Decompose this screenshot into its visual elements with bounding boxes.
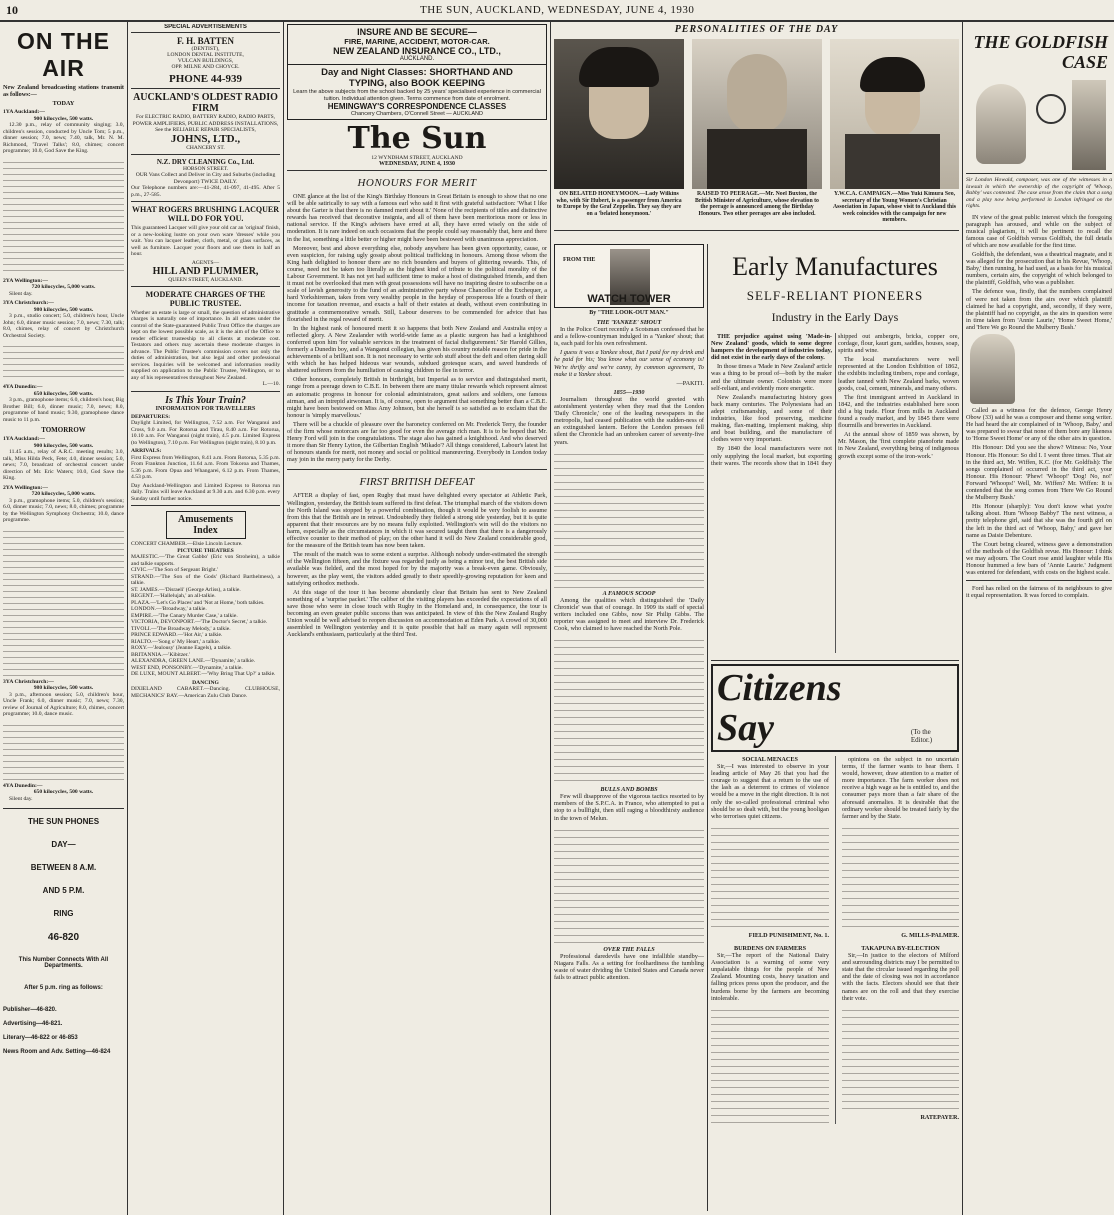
editorial-column xyxy=(287,24,547,1213)
manufactures-paragraph: THE prejudice against using 'Made-in-New Zealand' goods, which to some degree hampers the development of industries today, did not exist in the early days of the colony. xyxy=(711,333,832,362)
station-name: 1YA Auckland:— xyxy=(3,109,45,116)
amusements-list xyxy=(131,554,280,678)
amusements-index xyxy=(131,506,280,702)
phones-title: THE SUN PHONES xyxy=(27,817,100,827)
cartoon-figure xyxy=(1072,80,1106,170)
ads-column xyxy=(131,24,280,1213)
station-text: 3 p.m., afternoon session; 5.0, children's hour, Uncle Frank; 6.0, dinner music; 7.0, news; 7.30, review of Journal of Agriculture; 8.0, chimes, concert programme; 10.0, dance music. xyxy=(3,691,124,718)
insurance-company: NEW ZEALAND INSURANCE CO., LTD., xyxy=(333,46,501,56)
portrait-dress xyxy=(845,134,940,189)
manufactures-paragraph: By 1840 the local manufacturers were not only supplying the local market, but exporting their wares. The records show that in 1841 they shipped out ambergris, bricks, copper ore, cordage, flour, kauri gum, saddles, houses, soap, spirits and wine. xyxy=(711,333,959,467)
on-the-air-column xyxy=(3,28,124,1213)
special-ads-header: SPECIAL ADVERTISEMENTS xyxy=(131,24,280,33)
radio-addr: CHANCERY ST. xyxy=(186,145,225,151)
lacquer-addr: QUEEN STREET, AUCKLAND. xyxy=(168,276,243,283)
on-the-air-title: ON THE AIR xyxy=(17,28,110,81)
drycleaning-body: OUR Vans Collect and Deliver in City and Suburbs (including Devonport) TWICE DAILY. xyxy=(135,172,276,185)
shorthand-line1: Day and Night Classes: SHORTHAND AND xyxy=(321,67,513,78)
batten-inst: LONDON DENTAL INSTITUTE, xyxy=(167,52,244,58)
batten-ad xyxy=(131,33,280,89)
citizens-sub: (To the Editor.) xyxy=(910,728,933,744)
station-name: 4YA Dunedin:— xyxy=(3,384,43,391)
personalities-title: PERSONALITIES OF THE DAY xyxy=(674,24,839,35)
watch-tower-from: FROM THE xyxy=(563,257,596,263)
on-the-air-intro: New Zealand broadcasting stations transmit as follows:— xyxy=(3,84,124,99)
phone-line-newsroom: News Room and Adv. Setting—46-824 xyxy=(3,1049,111,1056)
masthead-rule xyxy=(0,20,1114,22)
witness-sketch xyxy=(970,334,1015,404)
amusement-line: BRITANNIA.—'Kibitzer.' xyxy=(131,651,190,658)
train-note: Day Auckland-Wellington and Limited Express to Rotorua run daily. Trains will leave Auckland at 9.30 a.m. and 6.30 p.m. every Sunday until further notice. xyxy=(131,482,280,502)
public-trustee-ad xyxy=(131,287,280,392)
manufactures-subtitle: SELF-RELIANT PIONEERS xyxy=(746,288,924,303)
watch-sign: —PAKITI. xyxy=(676,379,704,387)
phones-day: DAY— xyxy=(51,840,76,850)
station-name: 4YA Dunedin:— xyxy=(3,782,43,789)
radio-items: For ELECTRIC RADIO, BATTERY RADIO, RADIO PARTS, POWER AMPLIFIERS, PUBLIC ADDRESS INSTALLATIONS, xyxy=(132,114,279,127)
column-rule xyxy=(707,244,708,1211)
letter-filler xyxy=(711,822,829,932)
masthead-title: THE SUN, AUCKLAND, WEDNESDAY, JUNE 4, 1930 xyxy=(420,4,695,16)
trustee-body: Whether an estate is large or small, the question of administrative charges is naturally one of importance. In all estates under the control of the State-guaranteed Public Trust Office the charges are kept on the lowest possible scale, as it is the aim of the Office to render efficient trusteeship to all clients at moderate cost. Testators and others may ascertain these moderate charges in advance. The Public Trustee's commission covers not only the duties of administration, but also legal and other professional services. Inquiries will be welcomed and information readily supplied on application to the Public Trustee, Wellington, or to any of his representatives throughout New Zealand. xyxy=(131,309,280,381)
station-freq: 900 kilocycles, 500 watts. xyxy=(33,115,94,122)
manufactures-title: Early Manufactures xyxy=(732,252,938,281)
shorthand-addr: Chancery Chambers, O'Connell Street — AUCKLAND xyxy=(351,111,483,117)
watch-tower-body xyxy=(554,319,704,981)
station-freq: 900 kilocycles, 500 watts. xyxy=(33,442,94,449)
train-arrivals: First Express from Wellington, 8.41 a.m. From Rotorua, 5.35 p.m. From Frankton Junction, 11.64 a.m. From Tokoroa and Thames, 5.36 p.m. From Opua and Whangarei, 6.12 p.m. From Thames, 4.53 p.m. xyxy=(131,454,280,480)
phones-connects: This Number Connects With All Departments. xyxy=(18,957,109,970)
station-text: 12.30 p.m., relay of community singing; 3.0, children's session, conducted by Uncle Tom; 5 p.m., dinner session; 7.0, news; 7.40, talk, Mr. N. M. Richmond, 'Travel Talks'; 8.0, chimes; concert programme; 10.0, God Save the King. xyxy=(3,122,124,155)
goldfish-sketch xyxy=(966,334,1112,404)
phones-between: BETWEEN 8 A.M. xyxy=(30,863,97,873)
letter-sign: G. MILLS-PALMER. xyxy=(901,931,959,939)
station-text-filler xyxy=(3,341,124,381)
amusements-pictures: PICTURE THEATRES xyxy=(177,547,234,554)
watch-tower-by: By "THE LOOK-OUT MAN." xyxy=(589,310,669,316)
column-rule xyxy=(283,22,284,1215)
caption-wilkins: ON BELATED HONEYMOON.—Lady Wilkins who, with Sir Hubert, is a passenger from America to Europe by the Graf Zeppelin. They say they are on a 'belated honeymoon.' xyxy=(556,191,682,217)
insurance-ad xyxy=(287,24,547,65)
features-column xyxy=(554,24,959,1213)
lacquer-agents: AGENTS— xyxy=(191,259,220,266)
phones-and: AND 5 P.M. xyxy=(42,886,85,896)
watch-tower-column xyxy=(554,244,704,1211)
dancing-heading: DANCING xyxy=(192,679,219,686)
column-rule xyxy=(835,756,836,1124)
station-name: 2YA Wellington:— xyxy=(3,484,48,491)
defeat-paragraph: At this stage of the tour it has become abundantly clear that Britain has sent to New Zealand something of a 'surprise packet.' The caliber of the visiting players has exceeded the expectations of all save those who were in close touch with Rugby in the Homeland and, in consequence, the tour is becoming an even greater public success than was anticipated. In view of this the New Zealand Rugby Union would be well advised to reopen discussion on accommodation at Eden Park. A crowd of 30,000 assembled in Wellington yesterday and it is quite possible that half as many again will represent Auckland's enthusiasm, particularly at the third Test. xyxy=(287,588,547,639)
manufactures-body xyxy=(711,333,959,653)
defeat-paragraph: The result of the match was to some extent a surprise. Although nobody under-estimated the strength of the Wellington fifteen, and the fixture was regarded justly as being a minor test, the best British side available was fielded, and the most hoped for by the majority was a break-even game. Obviously, however, as the play went, the visitors added greatly to their speedily-growing reputation for keen and satisfying orthodox methods. xyxy=(287,551,547,587)
station-text: 11.45 a.m., relay of A.R.C. meeting results; 3.0, talk, Miss Hilda Peck, Fete; 4.0, dinner session; 5.0, news; 7.0, broadcast of orchestral concert under direction of Mr. Eric Waters; 10.0, God Save the King. xyxy=(3,449,124,482)
amusement-line: WEST END, PONSONBY.—'Dynamite,' a talkie. xyxy=(131,664,243,671)
radio-title: AUCKLAND'S OLDEST RADIO FIRM xyxy=(133,92,278,114)
watch-text2: Journalism throughout the world greeted with astonishment yesterday when they read that the London 'Daily Chronicle,' one of the leading newspapers in the metropolis, had ceased publication with the sudden-ness of an extinguished lantern. Before the London presses fell silent the Chronicle had an unbroken career of seventy-five years. xyxy=(554,395,704,446)
amusement-line: LONDON.—'Broadway,' a talkie. xyxy=(131,606,207,612)
sun-addr: 12 WYNDHAM STREET, AUCKLAND xyxy=(371,155,463,161)
honours-article xyxy=(287,193,547,463)
amusement-line: PRINCE EDWARD.—'Hot Air,' a talkie. xyxy=(131,632,223,638)
station-text: 3 p.m., gramophone items; 6.0, children's hour, Big Brother Bill; 6.0, dinner music; 7.0, news; 8.0, programme of band music; 9.30, gramophone dance music to 11 p.m. xyxy=(3,397,124,423)
phones-ring: RING xyxy=(53,909,74,919)
watch-text-filler xyxy=(554,824,704,944)
goldfish-body xyxy=(966,214,1112,600)
defeat-paragraph: AFTER a display of fast, open Rugby that must have delighted every spectator at Athletic Park, Wellington, yesterday, the British team suffered its first defeat. The triumphal march of the visitors down the North Island was stopped by a powerful combination, though it would be very foolish to assume from this that the British are in retreat. Undoubtedly they fielded a strong side yesterday, but it is quite apparent that their resources are by no means fully exploited. Wellington's win will do the visitors no harm, especially as the circumstances in which it was secured taught them that there is a dangerously effective counter to their method of play; on the other hand it will do New Zealand considerable good, for the measure of the British team has now been taken. xyxy=(287,492,547,550)
station-freq: 980 kilocycles, 500 watts. xyxy=(33,306,94,313)
page-number: 10 xyxy=(6,3,18,17)
goldfish-column xyxy=(966,24,1112,1213)
portrait-hair xyxy=(860,57,925,92)
column-rule xyxy=(962,22,963,1215)
station-freq: 980 kilocycles, 500 watts. xyxy=(33,685,94,692)
phones-number: 46-820 xyxy=(47,932,80,944)
section-rule xyxy=(711,660,959,661)
letter-heading: BURDENS ON FARMERS xyxy=(733,944,807,952)
station-freq: 650 kilocycles, 500 watts. xyxy=(33,390,94,397)
drycleaning-addr: HOBSON STREET. xyxy=(182,166,229,172)
citizens-columns xyxy=(711,756,959,1124)
station-text-filler xyxy=(3,157,124,275)
portrait-suit xyxy=(707,129,807,189)
watch-sub1: THE 'YANKEE' SHOUT xyxy=(596,319,662,326)
manufactures-paragraph: The local manufacturers were well represented at the London Exhibition of 1862, the exhibits including timbers, rope and cordage, leather tanned with New Zealand barks, woven goods, coal, cement, minerals, and many others. xyxy=(838,356,959,392)
train-arrivals-label: ARRIVALS: xyxy=(131,448,162,454)
station-text: 3 p.m., gramophone items; 5.0, children's session; 6.0, dinner music; 7.0, news; 8.0, chimes; programme by the Wellington Symphony Orchestra; 10.0, dance programme. xyxy=(3,497,124,524)
personalities-photos xyxy=(554,39,959,189)
amusement-line: MAJESTIC.—'The Great Gabbo' (Eric von Stroheim), a talkie and talkie supports. xyxy=(131,554,280,567)
batten-opp: OPP. MILNE AND CHOYCE. xyxy=(171,64,240,70)
sun-nameplate xyxy=(287,120,547,171)
honours-title: HONOURS FOR MERIT xyxy=(357,177,477,189)
batten-trade: (DENTIST), xyxy=(191,46,220,52)
letter-sign: FIELD PUNISHMENT, No. 1. xyxy=(748,931,829,939)
today-heading: TODAY xyxy=(52,100,75,108)
goldfish-paragraph: Called as a witness for the defence, George Henry Obow (33) said he was a composer and theme song writer. He had heard the air complained of in 'Whoop, Baby,' and was prepared to swear that none of them bore any likeness to 'Home Sweet Home' or any of the other airs in question. xyxy=(966,407,1112,443)
honours-paragraph: There will be a chuckle of pleasure over the baronetcy conferred on Mr. Frederick Terry, the founder of the firm whose motorcars are far too good for even the average rich man. It is to be hoped that Mr. Henry Ford will join in the congratulations. The stage also has gained a knighthood. And who deserved it more than Sir Henry Lytton, the Gilbertian English 'Mikado'? All things considered, Labour's latest list of honours stands for merit, not money and social or political manœuvring. Everybody in London today may join in the merry party for the Derby. xyxy=(287,420,547,464)
phone-line-publisher: Publisher—46-820. xyxy=(3,1007,57,1014)
honours-paragraph: Moreover, best and above everything else, nobody anywhere has been given opportunity, cause, or even suspicion, for raising ugly gossip about political trafficking in honours. Among those whom the King hath delighted to honour there are no rich bounders and buyers of glittering rewards. This, of course, need not be taken too literally as the highest kind of tribute to the political morality of the Labour Government. It has not yet had sufficient time to make a host of distinguished friends, and then it must not be overlooked that men with great possessions will have no inspiring desire to subscribe on a scale of lavish generosity to the fund of an administrative party whose Chancellor of the Exchequer, a hard Yorkshireman, takes from very wealthy people in the heyday of prosperous life a fourth of their income for taxation revenue, and exacts a half of their estates at death, without even contributing in gratitude a commemorative wreath. Still, Labour deserves to be commended for advice that has flourished in the regal reward of merit. xyxy=(287,244,547,323)
phones-after: After 5 p.m. ring as follows: xyxy=(24,985,103,992)
phone-line-advertising: Advertising—46-821. xyxy=(3,1021,63,1028)
dancing-line: DIXIELAND CABARET.—Dancing. CLUBHOUSE, MECHANICS' BAY.—American Zulu Club Dance. xyxy=(131,686,280,699)
caption-kimura: Y.W.C.A. CAMPAIGN.—Miss Yuki Kimura Seo, secretary of the Young Women's Christian Association in Japan, whose visit to Auckland this week coincides with the campaign for new members. xyxy=(832,191,957,224)
letter-continued: opinions on the subject in no uncertain terms, if the farmer wants to hear them. I would, however, draw attention to a matter of more importance. The farm worker does not receive a high wage as he is entitled to, and the consumer pays more than a fair share of the aforesaid anomalies. It is desirable that the ordinary worker should be treated fairly by the farmer and by the State. xyxy=(841,756,959,820)
amusement-line: STRAND.—'The Son of the Gods' (Richard Barthelmess), a talkie. xyxy=(131,573,280,586)
watch-text3: Among the qualities which distinguished the 'Daily Chronicle' was that of courage. In 1909 its staff of special writers included one Gibbs, now Sir Philip Gibbs. The reporter was assigned to meet and interview Dr. Frederick Cook, who claimed to have reached the North Pole. xyxy=(554,596,704,633)
defeat-article xyxy=(287,492,547,638)
train-sub: INFORMATION FOR TRAVELLERS xyxy=(155,405,256,412)
section-rule xyxy=(3,808,124,809)
radio-name: JOHNS, LTD., xyxy=(170,133,241,145)
watch-text-filler xyxy=(554,634,704,784)
manufactures-sub2: Industry in the Early Days xyxy=(771,310,899,324)
citizens-col-left xyxy=(711,756,829,1124)
station-name: 2YA Wellington:— xyxy=(3,277,48,284)
watch-sub5: OVER THE FALLS xyxy=(603,945,655,953)
amusement-line: DE LUXE, MOUNT ALBERT.—'Why Bring That Up?' a talkie. xyxy=(131,671,276,677)
amusement-line: VICTORIA, DEVONPORT.—'The Doctor's Secret,' a talkie. xyxy=(131,619,268,625)
goldfish-paragraph: The defence was, firstly, that the numbers complained of were not taken from the airs over which plaintiff claimed he had a copyright, and, secondly, if they were, the plaintiff had no copyright, as the airs in question were in time taken from 'Annie Laurie,' 'Home Sweet Home,' and 'Here We go Round the Mulberry Bush.' xyxy=(966,288,1112,331)
fishbowl-icon xyxy=(1036,94,1066,124)
shorthand-body: Learn the above subjects from the school backed by 25 years' specialised experience in commercial tuition. Individual attention given. Terms commence from date of enrolment. xyxy=(293,89,541,102)
honours-paragraph: ONE glance at the list of the King's Birthday Honours in Great Britain is enough to show that no one will be able satirically to say with a famous earl who said it first with grateful satisfaction: 'What I like about the Garter is that there is no damned merit about it.' None of the recipients of titles and distinctive rewards has received that decorative insignia, and all of them have been meritorious more or less in national service. If the King's advisers have erred at all, they have erred wisely on the side of moderation. It is rare indeed on such occasions that the people could say reasonably that, here and there in the list, something a little better or higher might have been bestowed with unanimous appreciation. xyxy=(287,193,547,243)
letter-filler xyxy=(842,1004,959,1114)
watch-text-filler xyxy=(554,448,704,588)
cartoon-figure xyxy=(976,84,1026,164)
letter-filler xyxy=(842,822,959,932)
station-name: 3YA Christchurch:— xyxy=(3,300,54,307)
goldfish-paragraph: His Honour (sharply): You don't know what you're talking about. Hum 'Whoop Babby!' The next witness, a pretty telephone girl, said that she was the fourth girl on the left in the third act of 'Whoop, Baby,' and gave her name as Daisie Debenture. xyxy=(966,503,1112,539)
honours-paragraph: In the highest rank of honoured merit it so happens that both New Zealand and Australia enjoy a reflected glory. A New Zealander with world-wide fame as a plastic surgeon has had a knighthood conferred upon him 'for valuable services in the treatment of facial disfigurement.' Sir Harold Gillies, formerly a Dunedin boy, and a Wanganui collegian, has given his country notable reason for pride in the achievements of a brilliant son. It is not necessary to write sob stuff about the deft and often daring skill with which he has helped hideous war wounds, subdued grotesque scars, and saved hundreds of shattered sufferers from the humiliation of causing children to flee in terror. xyxy=(287,324,547,375)
amusement-line: TIVOLI.—'The Broadway Melody,' a talkie. xyxy=(131,625,231,632)
goldfish-cartoon xyxy=(966,24,1112,174)
letter-body: Sir,—In justice to the electors of Milford and surrounding districts may I be permitted to state that the circular issued regarding the poll and the date of closing was not in accordance with the facts. Electors should see that their names are on the roll and that they exercise their vote. xyxy=(841,952,959,1002)
station-freq: 720 kilocycles, 5,000 watts. xyxy=(31,491,96,498)
watch-sub2: 1855—1930 xyxy=(613,388,645,396)
section-rule xyxy=(554,230,959,231)
station-name: 3YA Christchurch:— xyxy=(3,678,54,685)
letter-heading: SOCIAL MENACES xyxy=(742,756,798,763)
goldfish-paragraph: The Court being cleared, witness gave a demonstration of the methods of the Goldfish revue. His Honour: I think we may adjourn. The Court rose amid laughter while His Honour hummed a few bars of 'Annie Laurie.' Judgment was entered for defendant, with costs on the highest scale. xyxy=(966,540,1112,577)
amusements-concert: CONCERT CHAMBER.—Elsie Lincoln Lecture. xyxy=(131,541,243,547)
station-text-filler xyxy=(3,720,124,780)
watch-verse: I guess it was a Yankee shout, But I paid for my drink and he paid for his; You know what our sense of economy is! We're thrifty and we're canny, by common agreement, To make it a Yankee shout. xyxy=(554,349,704,378)
insurance-city: AUCKLAND. xyxy=(399,56,435,62)
column-rule xyxy=(127,22,128,1215)
amusement-line: PLAZA.—'Let's Go Places' and 'Not at Home,' both talkies. xyxy=(131,599,265,606)
trustee-ref: L.—10. xyxy=(262,381,280,387)
station-text: 3 p.m., studio concert; 5.0, children's hour, Uncle John; 6.0, dinner music session; 7.0, news; 7.30, talk; 8.0, chimes, relay of concert by Christchurch Orchestral Society. xyxy=(3,313,124,339)
photo-lady-wilkins xyxy=(554,39,684,189)
manufactures-paragraph: In those times a 'Made in New Zealand' article was a thing to be proud of—both by the maker and the ultimate owner. Colonists were more self-reliant, and evidently more energetic. xyxy=(711,363,832,392)
portrait-hair xyxy=(579,47,659,87)
lacquer-firm: HILL AND PLUMMER, xyxy=(152,265,259,277)
train-info xyxy=(131,392,280,507)
column-rule xyxy=(550,22,551,1215)
trustee-title: MODERATE CHARGES OF THE PUBLIC TRUSTEE. xyxy=(145,289,266,308)
train-departures: Daylight Limited, for Wellington, 7.52 a.m. For Wanganui and Cross, 9.0 a.m. For Rotorua and Tirau, 8.40 a.m. For Rotorua, 10.10 a.m. For Wanganui (night train), 4.5 p.m. Limited Express (to Wellington), 7.10 p.m. For Wellington (night train), 8.10 p.m. xyxy=(131,420,280,446)
letter-body: Sir,—The report of the National Dairy Association is a warning of some very unpalatable things for the people of New Zealand. Mounting costs, heavy taxation and falling prices press upon the producer, and the burdens borne by the farmers are becoming intolerable. xyxy=(711,952,829,1002)
personalities-captions xyxy=(554,191,959,227)
amusement-line: CIVIC.—'The Son of Sergeant Bright.' xyxy=(131,567,219,573)
watch-sub3: A FAMOUS SCOOP xyxy=(602,589,656,597)
station-name: 1YA Auckland:— xyxy=(3,436,45,443)
amusement-line: ALEXANDRA, GREEN LANE.—'Dynamite,' a talkie. xyxy=(131,658,256,664)
drycleaning-phones: Our Telephone numbers are:—41-284, 41-097, 41-495. After 5 p.m., 27-585. xyxy=(131,185,280,198)
station-freq: 650 kilocycles, 500 watts. xyxy=(33,789,94,796)
manufactures-article xyxy=(711,246,959,656)
manufactures-paragraph: The first immigrant arrived in Auckland in 1842, and the industries established here soon did a big trade. Flour from mills in Auckland found a ready market, and by 1845 there were flourmills and breweries in Auckland. xyxy=(838,393,959,430)
goldfish-caption: Sir London Howald, composer, was one of the witnesses in a lawsuit in which the ownership of the copyright of 'Whoop, Babby' was contested. The case arose from the claim that a song and a play now being performed in London infringed on the rights. xyxy=(966,177,1112,209)
sun-phones-box xyxy=(3,817,124,1059)
station-text-filler xyxy=(3,526,124,676)
station-text: Silent day. xyxy=(9,795,33,802)
letter-heading: TAKAPUNA BY-ELECTION xyxy=(861,944,940,952)
honours-paragraph: Other honours, completely British in birthright, but Imperial as to service and distinguished merit, range from a peerage down to C.B.E. In between there are many titular rewards which represent almost an automatic progress in honour for colonial administrators, great sailors and soldiers, one famous airman, and an intrepid airwoman. It is, of course, open to argument that something better than a C.B.E. might have been bestowed on Miss Amy Johnson, but she herself is so satisfied as to exclaim that the honour is 'simply marvellous.' xyxy=(287,376,547,419)
radio-see: See the RELIABLE REPAIR SPECIALISTS, xyxy=(155,127,256,133)
amusement-line: RIALTO.—'Song o' My Heart,' a talkie. xyxy=(131,638,221,645)
lacquer-title: WHAT ROGERS BRUSHING LACQUER WILL DO FOR YOU. xyxy=(131,205,280,223)
portrait-face xyxy=(727,54,787,134)
insurance-line1: INSURE AND BE SECURE— xyxy=(357,27,477,37)
letter-filler xyxy=(711,1004,829,1124)
train-departures-label: DEPARTURES: xyxy=(131,413,171,420)
amusement-line: ST. JAMES.—'Disraeli' (George Arliss), a talkie. xyxy=(131,586,241,593)
batten-name: F. H. BATTEN xyxy=(176,36,234,46)
lacquer-ad xyxy=(131,202,280,287)
citizens-masthead xyxy=(711,664,959,752)
letter-body: Sir,—I was interested to observe in your leading article of May 26 that you had the courage to suggest that a return to the use of the lash as a deterrent to crimes of violence would be a move in the right direction. It is not only the so-called professional criminal who should be so dealt with, but the young hooligan who terrorises quiet citizens. xyxy=(711,763,829,820)
drycleaning-ad xyxy=(131,155,280,202)
goldfish-paragraph: IN view of the great public interest which the foregoing paragraph has aroused, and while on the subject of musical plagiarism, it will be pertinent to recall the famous case of Goldfish versus Goldfish, the full details of which are now available for the first time. xyxy=(966,213,1112,249)
lacquer-body: This guaranteed Lacquer will give your old car an 'original' finish, or a new-looking lustre on your own ware 'dresses' while you wait. You can lacquer leather, cloth, metal, or glass surfaces, as well as furniture. Lacquer your floors and use them in half an hour. xyxy=(131,225,280,257)
photo-yuki-kimura xyxy=(830,39,959,189)
goldfish-title: THE GOLDFISH CASE xyxy=(973,32,1108,72)
station-freq: 720 kilocycles, 5,000 watts. xyxy=(31,284,96,291)
citizens-say xyxy=(711,664,959,1211)
train-title: Is This Your Train? xyxy=(165,394,246,406)
shorthand-line2: TYPING, also BOOK KEEPING xyxy=(348,78,486,89)
tomorrow-heading: TOMORROW xyxy=(41,426,86,435)
goldfish-paragraph: Goldfish, the defendant, was a theatrical magnate, and it was alleged for the prosecution that in his Revue, 'Whoop, Baby,' then running, he had used, as a basis for his musical numbers, certain airs, the copyright of which belonged to the plaintiff, Goldfish, who was a publisher. xyxy=(966,250,1112,287)
amusements-title: Amusements Index xyxy=(166,511,246,539)
amusement-line: REGENT.—'Hallelujah,' an all-talkie. xyxy=(131,593,216,599)
citizens-title: Citizens Say xyxy=(717,667,842,749)
batten-phone: PHONE 44-939 xyxy=(168,73,243,85)
station-listing xyxy=(3,109,124,423)
watch-text4: Few will disapprove of the vigorous tactics resorted to by members of the S.P.C.A. in France, who attempted to put a stop to a bullfight, then still raging a bloodthirsty audience in the town of Melun. xyxy=(554,793,704,822)
section-rule xyxy=(966,580,1112,581)
phones-lines xyxy=(3,1003,124,1059)
station-text: Silent day. xyxy=(9,290,33,297)
watch-text5: Professional daredevils have one infallible standby—Niagara Falls. As a setting for foolhardiness the tumbling waste of water dividing the United States and Canada never fails to attract public attention. xyxy=(554,952,704,981)
defeat-title: FIRST BRITISH DEFEAT xyxy=(359,476,475,489)
sun-name: The Sun xyxy=(347,121,487,156)
watch-tower-masthead xyxy=(554,244,704,308)
shorthand-name: HEMINGWAY'S CORRESPONDENCE CLASSES xyxy=(327,102,507,111)
goldfish-paragraph: His Honour: Did you see the show? Witness: No, Your Honour. His Honour: So did I. I went three times. That air in the third act, Mr. Wiffen, K.C. (for Mr. Goldfish): The songs complained of occurred in the third act, your Honour. His Honour: 'Phew! 'Whoop!' 'Dog! No, no!' Forward 'Whoops!' Well, Mr. Wiffen? Mr. Wiffen: It is contended that the song comes from 'Here We Go Round the Mulberry Bush.' xyxy=(966,444,1112,502)
amusement-line: ROXY.—'Jealousy' (Jeanne Eagels), a talkie. xyxy=(131,645,232,651)
batten-bldg: VULCAN BUILDINGS, xyxy=(177,58,234,64)
shorthand-ad xyxy=(287,65,547,120)
amusement-line: EMPIRE.—'The Canary Murder Case,' a talkie. xyxy=(131,612,238,619)
drycleaning-title: N.Z. DRY CLEANING Co., Ltd. xyxy=(156,158,255,166)
goldfish-footer: Ford has relied on the fairness of its neighbours to give it equal representation. It was forced to complain. xyxy=(966,585,1112,600)
masthead xyxy=(0,0,1114,20)
watch-tower-title: WATCH TOWER xyxy=(587,293,671,305)
station-listing-tomorrow xyxy=(3,436,124,802)
photo-noel-buxton xyxy=(692,39,822,189)
watch-sub4: BULLS AND BOMBS xyxy=(600,786,658,794)
manufactures-paragraph: New Zealand's manufacturing history goes back many centuries. The Polynesians had an adept craftsmanship, and some of their industries, like food preserving, medicine making, flax-matting, implement making, ship and boat building, and the manufacture of clothes were very important. xyxy=(711,393,832,444)
letter-sign: RATEPAYER. xyxy=(920,1113,959,1121)
citizens-col-right xyxy=(842,756,959,1124)
insurance-line2: FIRE, MARINE, ACCIDENT, MOTOR-CAR. xyxy=(344,37,490,46)
caption-buxton: RAISED TO PEERAGE.—Mr. Noel Buxton, the British Minister of Agriculture, whose elevation to the peerage is announced among the Birthday Honours. Two other peerages are also included. xyxy=(695,191,819,217)
manufactures-paragraph: At the annual show of 1859 was shown, by Mr. Mason, the 'first complete pianoforte made in New Zealand, everything being of indigenous growth except some of the iron-work.' xyxy=(838,431,959,460)
phone-line-literary: Literary—46-822 or 46-853 xyxy=(3,1035,78,1042)
section-rule xyxy=(287,469,547,470)
sun-date: WEDNESDAY, JUNE 4, 1930 xyxy=(378,161,456,167)
radio-ad xyxy=(131,89,280,155)
watch-text1: In the Police Court recently a Scotsman confessed that he and a fellow-countryman indulged in a 'Yankee' shout; that is, each paid for his own refreshment. xyxy=(554,326,704,348)
